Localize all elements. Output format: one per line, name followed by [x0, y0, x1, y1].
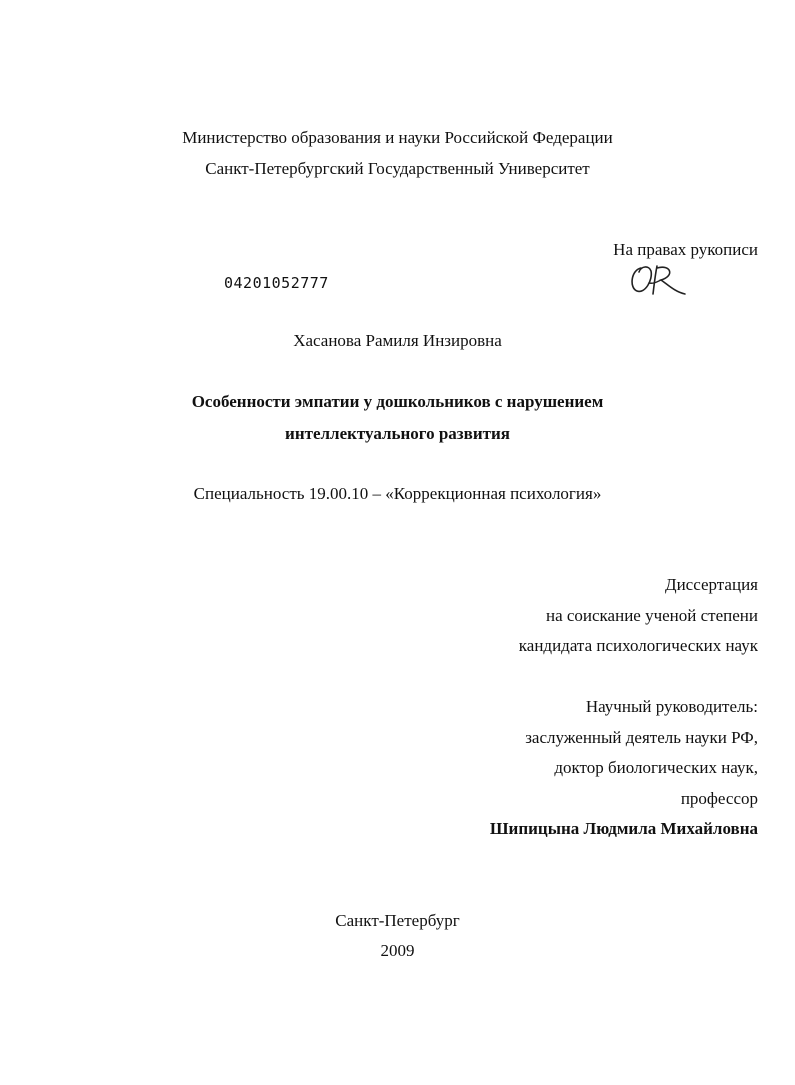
author-name: Хасанова Рамиля Инзировна [293, 331, 502, 350]
specialty: Специальность 19.00.10 – «Коррекционная психология» [193, 484, 602, 503]
registry-number: 04201052777 [224, 274, 329, 292]
footer-year: 2009 [380, 941, 415, 960]
supervisor-name: Шипицына Людмила Михайловна [489, 819, 758, 838]
degree-line3: кандидата психологических наук [518, 636, 758, 655]
degree-line2: на соискание ученой степени [545, 606, 758, 625]
footer-city: Санкт-Петербург [335, 911, 460, 930]
supervisor-title2: доктор биологических наук, [554, 758, 758, 777]
thesis-title-line1: Особенности эмпатии у дошкольников с нарушением [191, 392, 604, 411]
university-heading: Санкт-Петербургский Государственный Университет [205, 159, 590, 178]
supervisor-title1: заслуженный деятель науки РФ, [525, 728, 758, 747]
degree-line1: Диссертация [664, 575, 758, 594]
supervisor-title3: профессор [680, 789, 758, 808]
supervisor-heading: Научный руководитель: [585, 697, 758, 716]
handwritten-signature [627, 262, 689, 298]
rights-label: На правах рукописи [613, 240, 758, 259]
ministry-heading: Министерство образования и науки Российской Федерации [182, 128, 613, 147]
thesis-title-line2: интеллектуального развития [285, 424, 510, 443]
